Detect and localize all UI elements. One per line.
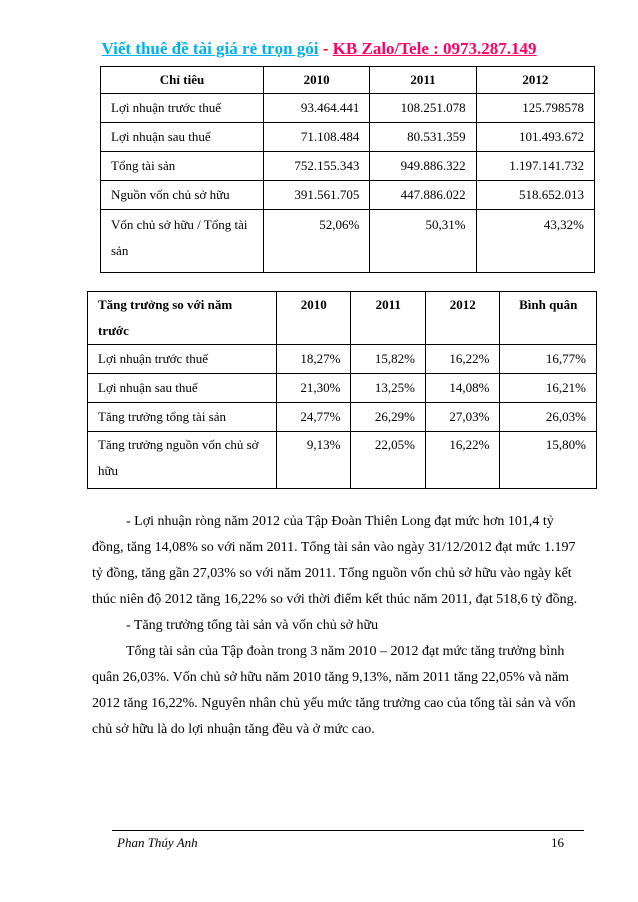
growth-rate-table bbox=[87, 291, 597, 489]
row-label: Tổng tài sản bbox=[101, 152, 264, 181]
header-cell: 2012 bbox=[476, 67, 594, 94]
header-cell: 2012 bbox=[425, 292, 499, 345]
table-row bbox=[101, 94, 595, 123]
table-cell: 391.561.705 bbox=[264, 181, 370, 210]
table-cell: 1.197.141.732 bbox=[476, 152, 594, 181]
table-row bbox=[101, 181, 595, 210]
table-cell: 22,05% bbox=[351, 432, 425, 489]
row-label: Tăng trưởng nguồn vốn chủ sở hữu bbox=[88, 432, 277, 489]
table-row bbox=[101, 152, 595, 181]
table-row bbox=[88, 432, 597, 489]
table-cell: 80.531.359 bbox=[370, 123, 476, 152]
paragraph-line: thúc niên độ 2012 tăng 16,22% so với thời điểm kết thúc năm 2011, đạt 518,6 tỷ đồng. bbox=[92, 592, 578, 607]
row-label: Lợi nhuận trước thuế bbox=[88, 345, 277, 374]
table-cell: 125.798578 bbox=[476, 94, 594, 123]
header-cell: Tăng trưởng so với năm trước bbox=[88, 292, 277, 345]
table-cell: 447.886.022 bbox=[370, 181, 476, 210]
paragraph-line: chủ sở hữu là do lợi nhuận tăng đều và ở mức cao. bbox=[92, 722, 375, 737]
table-cell: 101.493.672 bbox=[476, 123, 594, 152]
table-row bbox=[88, 403, 597, 432]
table-cell: 43,32% bbox=[476, 210, 594, 273]
table-cell: 26,29% bbox=[351, 403, 425, 432]
promo-contact-text[interactable]: KB Zalo/Tele : 0973.287.149 bbox=[332, 39, 537, 58]
footer-author: Phan Thúy Anh bbox=[117, 835, 198, 850]
table-row bbox=[88, 374, 597, 403]
row-label: Lợi nhuận sau thuế bbox=[88, 374, 277, 403]
row-label: Tăng trưởng tổng tài sản bbox=[88, 403, 277, 432]
paragraph-line: quân 26,03%. Vốn chủ sở hữu năm 2010 tăng 9,13%, năm 2011 tăng 22,05% và năm bbox=[92, 670, 569, 685]
body-paragraph-net-profit bbox=[92, 509, 587, 613]
paragraph-line: đồng, tăng 14,08% so với năm 2011. Tổng tài sản vào ngày 31/12/2012 đạt mức 1.197 bbox=[92, 540, 576, 555]
header-cell: 2011 bbox=[351, 292, 425, 345]
row-label: Nguồn vốn chủ sở hữu bbox=[101, 181, 264, 210]
paragraph-line: 2012 tăng 16,22%. Nguyên nhân chủ yếu mức tăng trưởng cao của tổng tài sản và vốn bbox=[92, 696, 576, 711]
page-number: 16 bbox=[551, 835, 564, 850]
promo-banner[interactable] bbox=[0, 39, 638, 59]
table-cell: 50,31% bbox=[370, 210, 476, 273]
table-cell: 518.652.013 bbox=[476, 181, 594, 210]
table-cell: 108.251.078 bbox=[370, 94, 476, 123]
table-header-row bbox=[88, 292, 597, 345]
promo-separator: - bbox=[318, 39, 333, 58]
paragraph-line: tỷ đồng, tăng gần 27,03% so với năm 2011. Tổng nguồn vốn chủ sở hữu vào ngày kết bbox=[92, 566, 572, 581]
footer-divider bbox=[112, 830, 584, 831]
row-label: Vốn chủ sở hữu / Tổng tài sản bbox=[101, 210, 264, 273]
table-cell: 16,22% bbox=[425, 345, 499, 374]
section-bullet: - Tăng trưởng tổng tài sản và vốn chủ sở hữu bbox=[126, 618, 379, 633]
table-cell: 71.108.484 bbox=[264, 123, 370, 152]
paragraph-line: Tổng tài sản của Tập đoàn trong 3 năm 2010 – 2012 đạt mức tăng trưởng bình bbox=[126, 644, 565, 659]
header-cell: 2010 bbox=[264, 67, 370, 94]
row-label: Lợi nhuận trước thuế bbox=[101, 94, 264, 123]
table-cell: 24,77% bbox=[277, 403, 351, 432]
table-cell: 15,82% bbox=[351, 345, 425, 374]
table-cell: 18,27% bbox=[277, 345, 351, 374]
table-cell: 752.155.343 bbox=[264, 152, 370, 181]
body-paragraph-growth bbox=[92, 639, 587, 743]
table-cell: 16,21% bbox=[500, 374, 597, 403]
table-cell: 93.464.441 bbox=[264, 94, 370, 123]
table-cell: 15,80% bbox=[500, 432, 597, 489]
header-cell: Chỉ tiêu bbox=[101, 67, 264, 94]
table-row bbox=[88, 345, 597, 374]
promo-link-text[interactable]: Viết thuê đề tài giá rẻ trọn gói bbox=[101, 39, 319, 58]
table-cell: 21,30% bbox=[277, 374, 351, 403]
header-cell: Bình quân bbox=[500, 292, 597, 345]
table-cell: 16,77% bbox=[500, 345, 597, 374]
table-cell: 14,08% bbox=[425, 374, 499, 403]
table-cell: 52,06% bbox=[264, 210, 370, 273]
table-row bbox=[101, 210, 595, 273]
table-cell: 13,25% bbox=[351, 374, 425, 403]
paragraph-line: - Lợi nhuận ròng năm 2012 của Tập Đoàn Thiên Long đạt mức hơn 101,4 tỷ bbox=[126, 514, 554, 529]
financial-summary-table bbox=[100, 66, 595, 273]
row-label: Lợi nhuận sau thuế bbox=[101, 123, 264, 152]
table-cell: 27,03% bbox=[425, 403, 499, 432]
table-cell: 949.886.322 bbox=[370, 152, 476, 181]
header-cell: 2011 bbox=[370, 67, 476, 94]
table-cell: 9,13% bbox=[277, 432, 351, 489]
table-row bbox=[101, 123, 595, 152]
header-cell: 2010 bbox=[277, 292, 351, 345]
table-cell: 16,22% bbox=[425, 432, 499, 489]
table-header-row bbox=[101, 67, 595, 94]
table-cell: 26,03% bbox=[500, 403, 597, 432]
